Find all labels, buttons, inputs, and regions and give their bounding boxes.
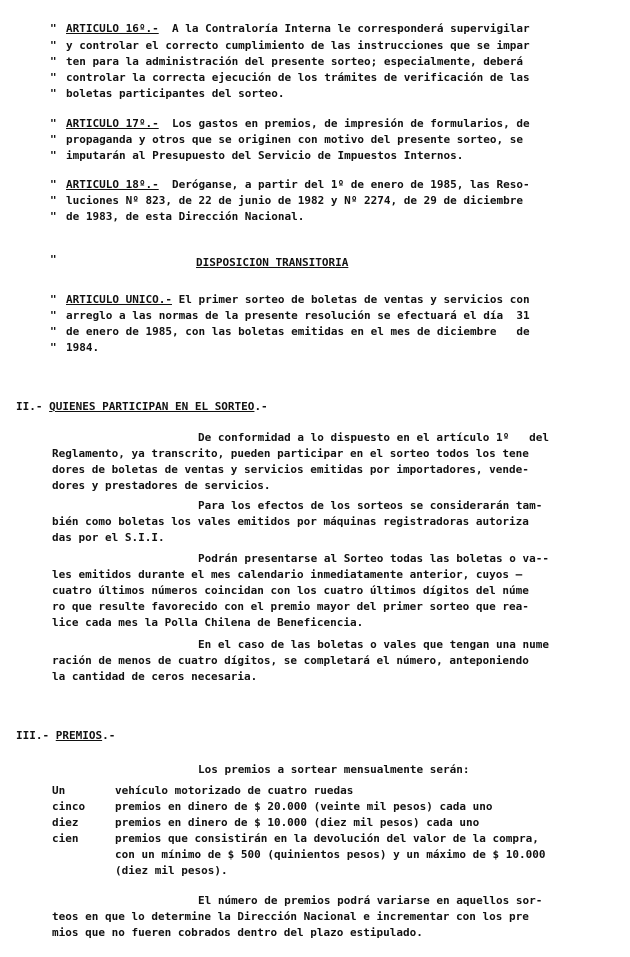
art17-line-2: imputarán al Presupuesto del Servicio de Impuestos Internos. [66, 149, 464, 162]
quote-mark: " [50, 71, 57, 84]
section3-title-suffix: .- [102, 729, 116, 742]
art18-text-0: Deróganse, a partir del 1º de enero de 1985, las Reso- [171, 178, 530, 191]
art16-text-0: A la Contraloría Interna le corresponderá supervigilar [171, 22, 530, 35]
art16-line-0 [66, 22, 530, 36]
prize-3-line-1: con un mínimo de $ 500 (quinientos pesos) y un máximo de $ 10.000 [115, 848, 546, 861]
quote-mark: " [50, 309, 57, 322]
art16-line-1: y controlar el correcto cumplimiento de las instrucciones que se impar [66, 39, 530, 52]
prize-0-line-0: vehículo motorizado de cuatro ruedas [115, 784, 354, 797]
quote-mark: " [50, 253, 57, 266]
s3-closing-line-0: El número de premios podrá variarse en aquellos sor- [198, 894, 543, 907]
s2-p1-line-0: De conformidad a lo dispuesto en el artículo 1º del [198, 431, 549, 444]
s2-p1-line-2: dores de boletas de ventas y servicios emitidas por importadores, vende- [52, 463, 529, 476]
quote-mark: " [50, 325, 57, 338]
s2-p3-line-0: Podrán presentarse al Sorteo todas las boletas o va-- [198, 552, 549, 565]
section3-title: PREMIOS [55, 729, 103, 742]
art17-line-1: propaganda y otros que se originen con motivo del presente sorteo, se [66, 133, 523, 146]
s2-p3-line-4: lice cada mes la Polla Chilena de Beneficencia. [52, 616, 364, 629]
artunico-line-3: 1984. [66, 341, 100, 354]
s2-p3-line-3: ro que resulte favorecido con el premio mayor del primer sorteo que rea- [52, 600, 529, 613]
prize-label-3: cien [52, 832, 79, 845]
quote-mark: " [50, 149, 57, 162]
s2-p4-line-1: ración de menos de cuatro dígitos, se completará el número, anteponiendo [52, 654, 529, 667]
prize-2-line-0: premios en dinero de $ 10.000 (diez mil pesos) cada uno [115, 816, 480, 829]
section2-heading [16, 400, 268, 414]
prize-3-line-2: (diez mil pesos). [115, 864, 228, 877]
art16-line-3: controlar la correcta ejecución de los trámites de verificación de las [66, 71, 530, 84]
transitoria-title: DISPOSICION TRANSITORIA [196, 256, 349, 269]
section2-title-suffix: .- [254, 400, 268, 413]
s2-p4-line-0: En el caso de las boletas o vales que tengan una nume [198, 638, 549, 651]
art18-line-1: luciones Nº 823, de 22 de junio de 1982 y Nº 2274, de 29 de diciembre [66, 194, 523, 207]
artunico-line-2: de enero de 1985, con las boletas emitidas en el mes de diciembre de [66, 325, 530, 338]
section2-number: II.- [16, 400, 43, 413]
artunico-text-0: El primer sorteo de boletas de ventas y servicios con [178, 293, 530, 306]
art16-line-4: boletas participantes del sorteo. [66, 87, 285, 100]
art17-title: ARTICULO 17º.- [66, 117, 159, 130]
art16-line-2: ten para la administración del presente sorteo; especialmente, deberá [66, 55, 523, 68]
section2-title: QUIENES PARTICIPAN EN EL SORTEO [49, 400, 255, 413]
quote-mark: " [50, 210, 57, 223]
art17-text-0: Los gastos en premios, de impresión de formularios, de [171, 117, 530, 130]
prize-label-0: Un [52, 784, 66, 797]
s2-p4-line-2: la cantidad de ceros necesaria. [52, 670, 258, 683]
s2-p2-line-2: das por el S.I.I. [52, 531, 165, 544]
art17-line-0 [66, 117, 530, 131]
quote-mark: " [50, 178, 57, 191]
section3-number: III.- [16, 729, 50, 742]
artunico-line-1: arreglo a las normas de la presente resolución se efectuará el día 31 [66, 309, 530, 322]
quote-mark: " [50, 341, 57, 354]
prize-label-2: diez [52, 816, 79, 829]
prize-label-1: cinco [52, 800, 86, 813]
s2-p1-line-3: dores y prestadores de servicios. [52, 479, 271, 492]
quote-mark: " [50, 194, 57, 207]
s3-closing-line-1: teos en que lo determine la Dirección Nacional e incrementar con los pre [52, 910, 529, 923]
quote-mark: " [50, 133, 57, 146]
quote-mark: " [50, 22, 57, 35]
quote-mark: " [50, 87, 57, 100]
s2-p3-line-2: cuatro últimos números coincidan con los cuatro últimos dígitos del núme [52, 584, 529, 597]
s3-intro: Los premios a sortear mensualmente serán: [198, 763, 470, 776]
art18-line-0 [66, 178, 530, 192]
s3-closing-line-2: mios que no fueren cobrados dentro del plazo estipulado. [52, 926, 423, 939]
s2-p2-line-1: bién como boletas los vales emitidos por máquinas registradoras autoriza [52, 515, 529, 528]
art16-title: ARTICULO 16º.- [66, 22, 159, 35]
prize-1-line-0: premios en dinero de $ 20.000 (veinte mil pesos) cada uno [115, 800, 493, 813]
s2-p2-line-0: Para los efectos de los sorteos se considerarán tam- [198, 499, 543, 512]
quote-mark: " [50, 293, 57, 306]
artunico-title: ARTICULO UNICO.- [66, 293, 172, 306]
section3-heading [16, 729, 115, 743]
quote-mark: " [50, 55, 57, 68]
art18-line-2: de 1983, de esta Dirección Nacional. [66, 210, 305, 223]
prize-3-line-0: premios que consistirán en la devolución del valor de la compra, [115, 832, 539, 845]
s2-p3-line-1: les emitidos durante el mes calendario inmediatamente anterior, cuyos — [52, 568, 523, 581]
quote-mark: " [50, 117, 57, 130]
s2-p1-line-1: Reglamento, ya transcrito, pueden participar en el sorteo todos los tene [52, 447, 529, 460]
art18-title: ARTICULO 18º.- [66, 178, 159, 191]
artunico-line-0 [66, 293, 530, 307]
quote-mark: " [50, 39, 57, 52]
